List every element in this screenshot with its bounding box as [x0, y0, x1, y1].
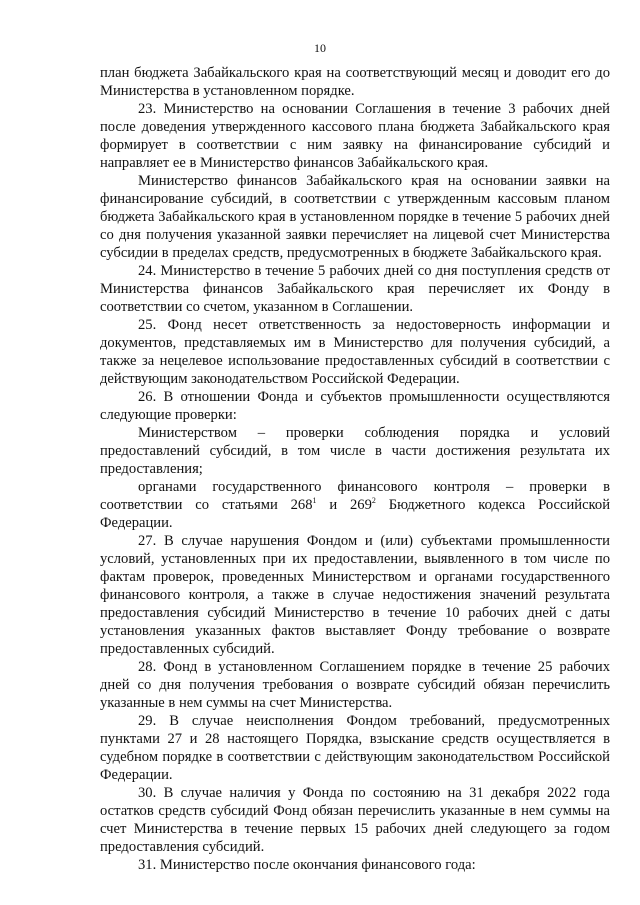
paragraph-27: 27. В случае нарушения Фондом и (или) субъектами промышленности условий, установленных при их предоставлении, выявленного в том числе по фактам проверок, проведенных Министерством и органами государственного финансового контроля, а также в случае недостижения значений результата предоставления субсидий Министерство в течение 10 рабочих дней с даты установления указанных фактов выставляет Фонду требование о возврате предоставленных субсидий. [100, 533, 610, 657]
document-body [100, 64, 610, 874]
paragraph-24: 24. Министерство в течение 5 рабочих дней со дня поступления средств от Министерства финансов Забайкальского края перечисляет их Фонду в соответствии со счетом, указанном в Соглашении. [100, 263, 610, 315]
paragraph-23: 23. Министерство на основании Соглашения в течение 3 рабочих дней после доведения утвержденного кассового плана бюджета Забайкальского края формирует в соответствии с ним заявку на финансирование субсидий и направляет ее в Министерство финансов Забайкальского края. [100, 101, 610, 171]
paragraph-text-part: органами государственного финансового контроля – проверки в соответствии со статьями 268 [100, 479, 610, 513]
paragraph-26: 26. В отношении Фонда и субъектов промышленности осуществляются следующие проверки: [100, 389, 610, 423]
paragraph-31: 31. Министерство после окончания финансового года: [138, 857, 476, 873]
paragraph-28: 28. Фонд в установленном Соглашением порядке в течение 25 рабочих дней со дня получения требования о возврате субсидий обязан перечислить указанные в нем суммы на счет Министерства. [100, 659, 610, 711]
paragraph-text-part: и 269 [316, 497, 372, 513]
superscript-2: 2 [371, 496, 376, 505]
paragraph-29: 29. В случае неисполнения Фондом требований, предусмотренных пунктами 27 и 28 настоящего Порядка, взыскание средств осуществляется в судебном порядке в соответствии с действующим законодательством Российской Федерации. [100, 713, 610, 783]
paragraph-30: 30. В случае наличия у Фонда по состоянию на 31 декабря 2022 года остатков средств субсидий Фонд обязан перечислить указанные в нем суммы на счет Министерства в течение первых 15 рабочих дней следующего за годом предоставления субсидий. [100, 785, 610, 855]
paragraph-23-finance-ministry: Министерство финансов Забайкальского края на основании заявки на финансирование субсидий, в соответствии с утвержденным кассовым планом бюджета Забайкальского края в установленном порядке в течение 5 рабочих дней со дня получения указанной заявки перечисляет на лицевой счет Министерства субсидии в пределах средств, предусмотренных в бюджете Забайкальского края. [100, 173, 610, 261]
paragraph-26-financial-control [100, 478, 610, 532]
superscript-1: 1 [312, 496, 317, 505]
paragraph-25: 25. Фонд несет ответственность за недостоверность информации и документов, представляемых им в Министерство для получения субсидий, а также за нецелевое использование предоставленных субсидий в соответствии с действующим законодательством Российской Федерации. [100, 317, 610, 387]
paragraph-26-ministry-checks: Министерством – проверки соблюдения порядка и условий предоставлений субсидий, в том числе в части достижения результата их предоставления; [100, 425, 610, 477]
page-number: 10 [314, 41, 326, 55]
paragraph-text-part: Бюджетного кодекса Российской Федерации. [100, 497, 611, 531]
paragraph-continuation: план бюджета Забайкальского края на соответствующий месяц и доводит его до Министерства в установленном порядке. [100, 65, 610, 99]
